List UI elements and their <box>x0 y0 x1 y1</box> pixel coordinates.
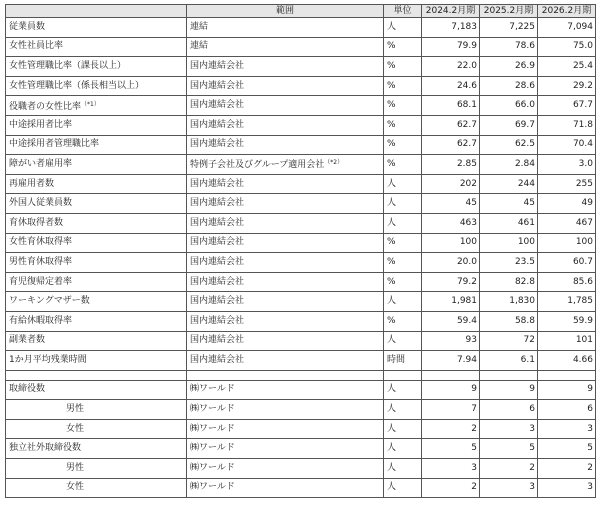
row-scope <box>187 135 384 155</box>
row-scope <box>187 292 384 312</box>
row-unit: % <box>384 135 422 155</box>
header-scope: 範囲 <box>187 5 384 18</box>
row-label <box>6 233 187 253</box>
row-label <box>6 292 187 312</box>
board-row-scope: ㈱ワールド <box>187 459 384 479</box>
header-fy2024: 2024.2月期 <box>422 5 480 18</box>
row-scope-note: （*2） <box>324 159 344 167</box>
table-row <box>6 380 596 400</box>
row-scope <box>187 37 384 57</box>
row-unit: % <box>384 37 422 57</box>
board-value-fy2025: 9 <box>480 380 538 400</box>
row-unit: 人 <box>384 292 422 312</box>
board-value-fy2024: 2 <box>422 419 480 439</box>
table-row <box>6 292 596 312</box>
row-label-text: 育休取得者数 <box>9 217 64 228</box>
row-unit: % <box>384 253 422 273</box>
spacer-body <box>6 370 596 380</box>
row-label-text: 副業者数 <box>9 335 46 346</box>
spacer-row <box>6 370 596 380</box>
board-row-label: 取締役数 <box>6 380 187 400</box>
table-row <box>6 37 596 57</box>
row-value-fy2024: 22.0 <box>422 57 480 77</box>
row-unit: % <box>384 115 422 135</box>
board-value-fy2024: 3 <box>422 459 480 479</box>
row-value-fy2026: 59.9 <box>538 311 596 331</box>
row-value-fy2025: 28.6 <box>480 76 538 96</box>
row-label-text: 1か月平均残業時間 <box>9 354 87 365</box>
row-scope-text: 国内連結会社 <box>190 237 245 248</box>
row-value-fy2025: 244 <box>480 174 538 194</box>
board-body <box>6 380 596 498</box>
row-unit: % <box>384 76 422 96</box>
row-value-fy2026: 29.2 <box>538 76 596 96</box>
board-value-fy2026: 9 <box>538 380 596 400</box>
table-row <box>6 57 596 77</box>
row-scope <box>187 272 384 292</box>
row-label <box>6 76 187 96</box>
table-row <box>6 439 596 459</box>
row-value-fy2026: 85.6 <box>538 272 596 292</box>
hr-data-table <box>5 4 596 498</box>
board-value-fy2025: 6 <box>480 400 538 420</box>
row-value-fy2025: 45 <box>480 194 538 214</box>
row-value-fy2024: 68.1 <box>422 96 480 116</box>
row-label <box>6 213 187 233</box>
row-value-fy2024: 79.9 <box>422 37 480 57</box>
row-scope-text: 国内連結会社 <box>190 100 245 111</box>
row-scope <box>187 57 384 77</box>
row-value-fy2026: 4.66 <box>538 351 596 371</box>
row-scope-text: 特例子会社及びグループ適用会社 <box>190 160 325 171</box>
row-unit: 人 <box>384 174 422 194</box>
row-label <box>6 174 187 194</box>
row-value-fy2026: 101 <box>538 331 596 351</box>
board-value-fy2024: 5 <box>422 439 480 459</box>
board-value-fy2026: 5 <box>538 439 596 459</box>
row-value-fy2025: 72 <box>480 331 538 351</box>
row-scope-text: 国内連結会社 <box>190 178 245 189</box>
row-scope-text: 国内連結会社 <box>190 217 245 228</box>
row-value-fy2025: 6.1 <box>480 351 538 371</box>
row-value-fy2025: 2.84 <box>480 155 538 175</box>
table-row <box>6 213 596 233</box>
row-scope-text: 国内連結会社 <box>190 256 245 267</box>
table-row <box>6 253 596 273</box>
row-value-fy2024: 1,981 <box>422 292 480 312</box>
header-item <box>6 5 187 18</box>
board-row-scope: ㈱ワールド <box>187 380 384 400</box>
board-row-scope: ㈱ワールド <box>187 478 384 498</box>
row-scope-text: 国内連結会社 <box>190 119 245 130</box>
row-value-fy2026: 67.7 <box>538 96 596 116</box>
row-label <box>6 135 187 155</box>
row-label <box>6 331 187 351</box>
row-scope-text: 国内連結会社 <box>190 296 245 307</box>
table-row <box>6 76 596 96</box>
board-row-unit: 人 <box>384 459 422 479</box>
row-value-fy2026: 467 <box>538 213 596 233</box>
row-label <box>6 155 187 175</box>
row-label <box>6 96 187 116</box>
table-row <box>6 478 596 498</box>
board-value-fy2026: 3 <box>538 419 596 439</box>
row-value-fy2026: 100 <box>538 233 596 253</box>
row-label <box>6 253 187 273</box>
board-value-fy2025: 3 <box>480 478 538 498</box>
row-scope-text: 連結 <box>190 21 209 32</box>
row-value-fy2025: 26.9 <box>480 57 538 77</box>
row-value-fy2026: 60.7 <box>538 253 596 273</box>
row-value-fy2026: 70.4 <box>538 135 596 155</box>
row-unit: % <box>384 96 422 116</box>
board-row-unit: 人 <box>384 380 422 400</box>
row-scope-text: 国内連結会社 <box>190 198 245 209</box>
row-label-text: 外国人従業員数 <box>9 198 73 209</box>
row-scope-text: 国内連結会社 <box>190 315 245 326</box>
row-label-text: 中途採用者比率 <box>9 119 73 130</box>
board-value-fy2025: 5 <box>480 439 538 459</box>
table-row <box>6 174 596 194</box>
metrics-body <box>6 18 596 371</box>
board-row-label: 女性 <box>6 478 187 498</box>
row-value-fy2024: 45 <box>422 194 480 214</box>
row-label-text: 女性管理職比率（係長相当以上） <box>9 80 145 91</box>
row-value-fy2024: 7,183 <box>422 18 480 38</box>
table-row <box>6 135 596 155</box>
row-value-fy2024: 93 <box>422 331 480 351</box>
table-row <box>6 115 596 135</box>
board-value-fy2025: 3 <box>480 419 538 439</box>
row-scope <box>187 351 384 371</box>
table-row <box>6 233 596 253</box>
row-value-fy2024: 62.7 <box>422 135 480 155</box>
row-unit: 人 <box>384 194 422 214</box>
board-row-label: 男性 <box>6 400 187 420</box>
row-label <box>6 115 187 135</box>
row-label <box>6 351 187 371</box>
row-value-fy2025: 66.0 <box>480 96 538 116</box>
header-fy2025: 2025.2月期 <box>480 5 538 18</box>
board-row-scope: ㈱ワールド <box>187 400 384 420</box>
row-label <box>6 37 187 57</box>
board-row-label: 独立社外取締役数 <box>6 439 187 459</box>
row-scope-text: 国内連結会社 <box>190 139 245 150</box>
row-label-text: 再雇用者数 <box>9 178 55 189</box>
table-row <box>6 96 596 116</box>
row-scope <box>187 96 384 116</box>
row-label-text: 女性管理職比率（課長以上） <box>9 60 127 71</box>
row-value-fy2025: 7,225 <box>480 18 538 38</box>
row-value-fy2025: 62.5 <box>480 135 538 155</box>
row-value-fy2024: 24.6 <box>422 76 480 96</box>
row-unit: 人 <box>384 331 422 351</box>
row-label-text: 男性育休取得率 <box>9 256 73 267</box>
table-row <box>6 155 596 175</box>
row-label-text: 役職者の女性比率 <box>9 101 82 112</box>
row-unit: % <box>384 233 422 253</box>
row-unit: % <box>384 311 422 331</box>
row-value-fy2024: 62.7 <box>422 115 480 135</box>
table-row <box>6 331 596 351</box>
row-label-text: 育児復帰定着率 <box>9 276 73 287</box>
board-row-label: 女性 <box>6 419 187 439</box>
row-value-fy2024: 202 <box>422 174 480 194</box>
row-label <box>6 57 187 77</box>
row-label <box>6 311 187 331</box>
row-label-text: 障がい者雇用率 <box>9 158 73 169</box>
board-row-scope: ㈱ワールド <box>187 439 384 459</box>
row-value-fy2025: 23.5 <box>480 253 538 273</box>
row-value-fy2026: 25.4 <box>538 57 596 77</box>
row-value-fy2024: 463 <box>422 213 480 233</box>
table-row <box>6 419 596 439</box>
spacer-cell <box>384 370 422 380</box>
board-value-fy2026: 3 <box>538 478 596 498</box>
board-value-fy2024: 2 <box>422 478 480 498</box>
row-scope <box>187 76 384 96</box>
row-scope <box>187 213 384 233</box>
row-scope <box>187 174 384 194</box>
row-unit: 人 <box>384 18 422 38</box>
board-row-unit: 人 <box>384 478 422 498</box>
board-row-unit: 人 <box>384 419 422 439</box>
row-label-text: ワーキングマザー数 <box>9 296 90 307</box>
spacer-cell <box>187 370 384 380</box>
row-scope-text: 国内連結会社 <box>190 60 245 71</box>
row-value-fy2025: 1,830 <box>480 292 538 312</box>
header-unit: 単位 <box>384 5 422 18</box>
spacer-cell <box>480 370 538 380</box>
board-row-unit: 人 <box>384 439 422 459</box>
row-scope <box>187 331 384 351</box>
row-label <box>6 194 187 214</box>
board-value-fy2024: 9 <box>422 380 480 400</box>
row-value-fy2024: 79.2 <box>422 272 480 292</box>
row-value-fy2026: 71.8 <box>538 115 596 135</box>
row-value-fy2024: 20.0 <box>422 253 480 273</box>
board-value-fy2025: 2 <box>480 459 538 479</box>
table-row <box>6 459 596 479</box>
row-scope-text: 国内連結会社 <box>190 354 245 365</box>
row-value-fy2025: 78.6 <box>480 37 538 57</box>
row-value-fy2025: 461 <box>480 213 538 233</box>
board-row-unit: 人 <box>384 400 422 420</box>
row-scope-text: 国内連結会社 <box>190 335 245 346</box>
row-label-text: 中途採用者管理職比率 <box>9 139 100 150</box>
spacer-cell <box>422 370 480 380</box>
row-unit: % <box>384 272 422 292</box>
board-row-scope: ㈱ワールド <box>187 419 384 439</box>
row-scope <box>187 194 384 214</box>
row-unit: % <box>384 57 422 77</box>
row-value-fy2026: 7,094 <box>538 18 596 38</box>
row-scope-text: 連結 <box>190 41 209 52</box>
row-label <box>6 272 187 292</box>
row-scope <box>187 18 384 38</box>
row-value-fy2026: 255 <box>538 174 596 194</box>
row-value-fy2026: 75.0 <box>538 37 596 57</box>
table-row <box>6 272 596 292</box>
row-label-text: 女性社員比率 <box>9 41 64 52</box>
table-row <box>6 18 596 38</box>
board-value-fy2026: 6 <box>538 400 596 420</box>
table-header-row <box>6 5 596 18</box>
row-value-fy2026: 3.0 <box>538 155 596 175</box>
table-row <box>6 351 596 371</box>
row-scope-text: 国内連結会社 <box>190 80 245 91</box>
row-label <box>6 18 187 38</box>
row-note: （*1） <box>81 100 100 108</box>
table-row <box>6 194 596 214</box>
row-scope <box>187 115 384 135</box>
row-value-fy2024: 2.85 <box>422 155 480 175</box>
row-value-fy2025: 58.8 <box>480 311 538 331</box>
row-unit: 人 <box>384 213 422 233</box>
row-value-fy2024: 7.94 <box>422 351 480 371</box>
row-scope <box>187 311 384 331</box>
row-value-fy2024: 59.4 <box>422 311 480 331</box>
row-value-fy2026: 1,785 <box>538 292 596 312</box>
row-label-text: 有給休暇取得率 <box>9 315 73 326</box>
row-unit: 時間 <box>384 351 422 371</box>
row-label-text: 従業員数 <box>9 21 46 32</box>
row-label-text: 女性育休取得率 <box>9 237 73 248</box>
board-value-fy2024: 7 <box>422 400 480 420</box>
row-value-fy2025: 82.8 <box>480 272 538 292</box>
row-value-fy2024: 100 <box>422 233 480 253</box>
row-value-fy2025: 69.7 <box>480 115 538 135</box>
row-value-fy2026: 49 <box>538 194 596 214</box>
row-scope <box>187 233 384 253</box>
table-row <box>6 400 596 420</box>
board-value-fy2026: 2 <box>538 459 596 479</box>
row-unit: % <box>384 155 422 175</box>
spacer-cell <box>538 370 596 380</box>
row-scope <box>187 253 384 273</box>
table-row <box>6 311 596 331</box>
row-scope <box>187 155 384 175</box>
row-scope-text: 国内連結会社 <box>190 276 245 287</box>
spacer-cell <box>6 370 187 380</box>
board-row-label: 男性 <box>6 459 187 479</box>
header-fy2026: 2026.2月期 <box>538 5 596 18</box>
row-value-fy2025: 100 <box>480 233 538 253</box>
